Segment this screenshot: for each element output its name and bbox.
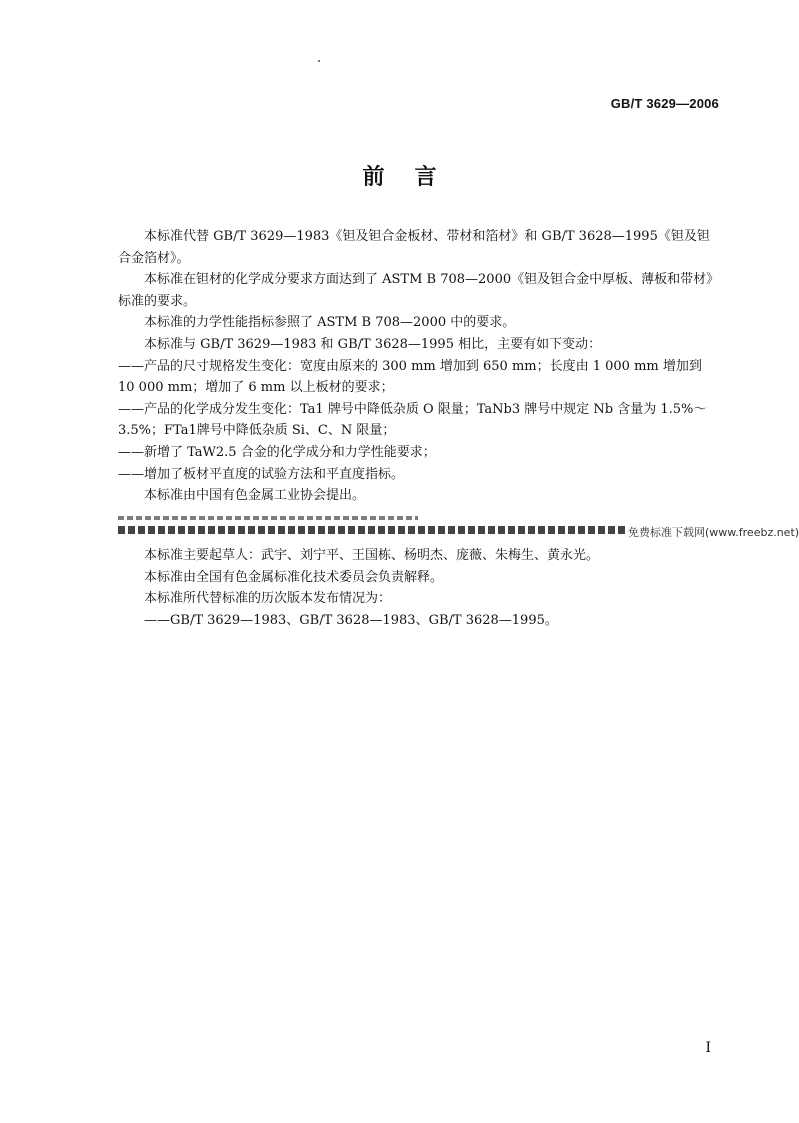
document-body bbox=[118, 226, 722, 507]
garbled-line-bottom bbox=[118, 526, 628, 534]
paragraph-history-intro: 本标准所代替标准的历次版本发布情况为： bbox=[144, 591, 392, 607]
change-item-taw25: ——新增了 TaW2.5 合金的化学成分和力学性能要求； bbox=[118, 444, 436, 460]
standard-code: GB/T 3629—2006 bbox=[610, 96, 719, 111]
paragraph-history-list: ——GB/T 3629—1983、GB/T 3628—1983、GB/T 3628—1995。 bbox=[144, 612, 558, 628]
paragraph-drafters: 本标准主要起草人：武宇、刘宁平、王国栋、杨明杰、庞薇、朱梅生、黄永光。 bbox=[144, 548, 600, 563]
paragraph-changes-intro: 本标准与 GB/T 3629—1983 和 GB/T 3628—1995 相比，主要有如下变动： bbox=[144, 336, 602, 352]
change-item-flatness: ——增加了板材平直度的试验方法和平直度指标。 bbox=[118, 466, 405, 482]
page-number: I bbox=[705, 1040, 711, 1056]
paragraph-astm-chemistry: 本标准在钽材的化学成分要求方面达到了 ASTM B 708—2000《钽及钽合金中厚板、薄板和带材》标准的要求。 bbox=[118, 272, 720, 309]
change-item-chemistry: ——产品的化学成分发生变化：Ta1 牌号中降低杂质 O 限量；TaNb3 牌号中规定 Nb 含量为 1.5%～3.5%；FTa1牌号中降低杂质 Si、C、N 限量； bbox=[118, 401, 707, 439]
paragraph-replacement: 本标准代替 GB/T 3629—1983《钽及钽合金板材、带材和箔材》和 GB/T 3628—1995《钽及钽合金箔材》。 bbox=[118, 229, 710, 266]
paragraph-mechanical: 本标准的力学性能指标参照了 ASTM B 708—2000 中的要求。 bbox=[144, 315, 516, 331]
watermark-text: 免费标准下载网(www.freebz.net) bbox=[626, 524, 799, 540]
garbled-scan-lines bbox=[118, 516, 638, 538]
paragraph-interpretation: 本标准由全国有色金属标准化技术委员会负责解释。 bbox=[144, 569, 444, 585]
scan-speck bbox=[318, 60, 320, 62]
document-body-tail bbox=[118, 545, 722, 631]
garbled-line-top bbox=[118, 516, 418, 520]
page-title: 前言 bbox=[362, 165, 467, 190]
paragraph-proposed-by: 本标准由中国有色金属工业协会提出。 bbox=[144, 488, 366, 504]
change-item-dimensions: ——产品的尺寸规格发生变化：宽度由原来的 300 mm 增加到 650 mm；长度由 1 000 mm 增加到 10 000 mm；增加了 6 mm 以上板材的要求； bbox=[118, 358, 702, 396]
